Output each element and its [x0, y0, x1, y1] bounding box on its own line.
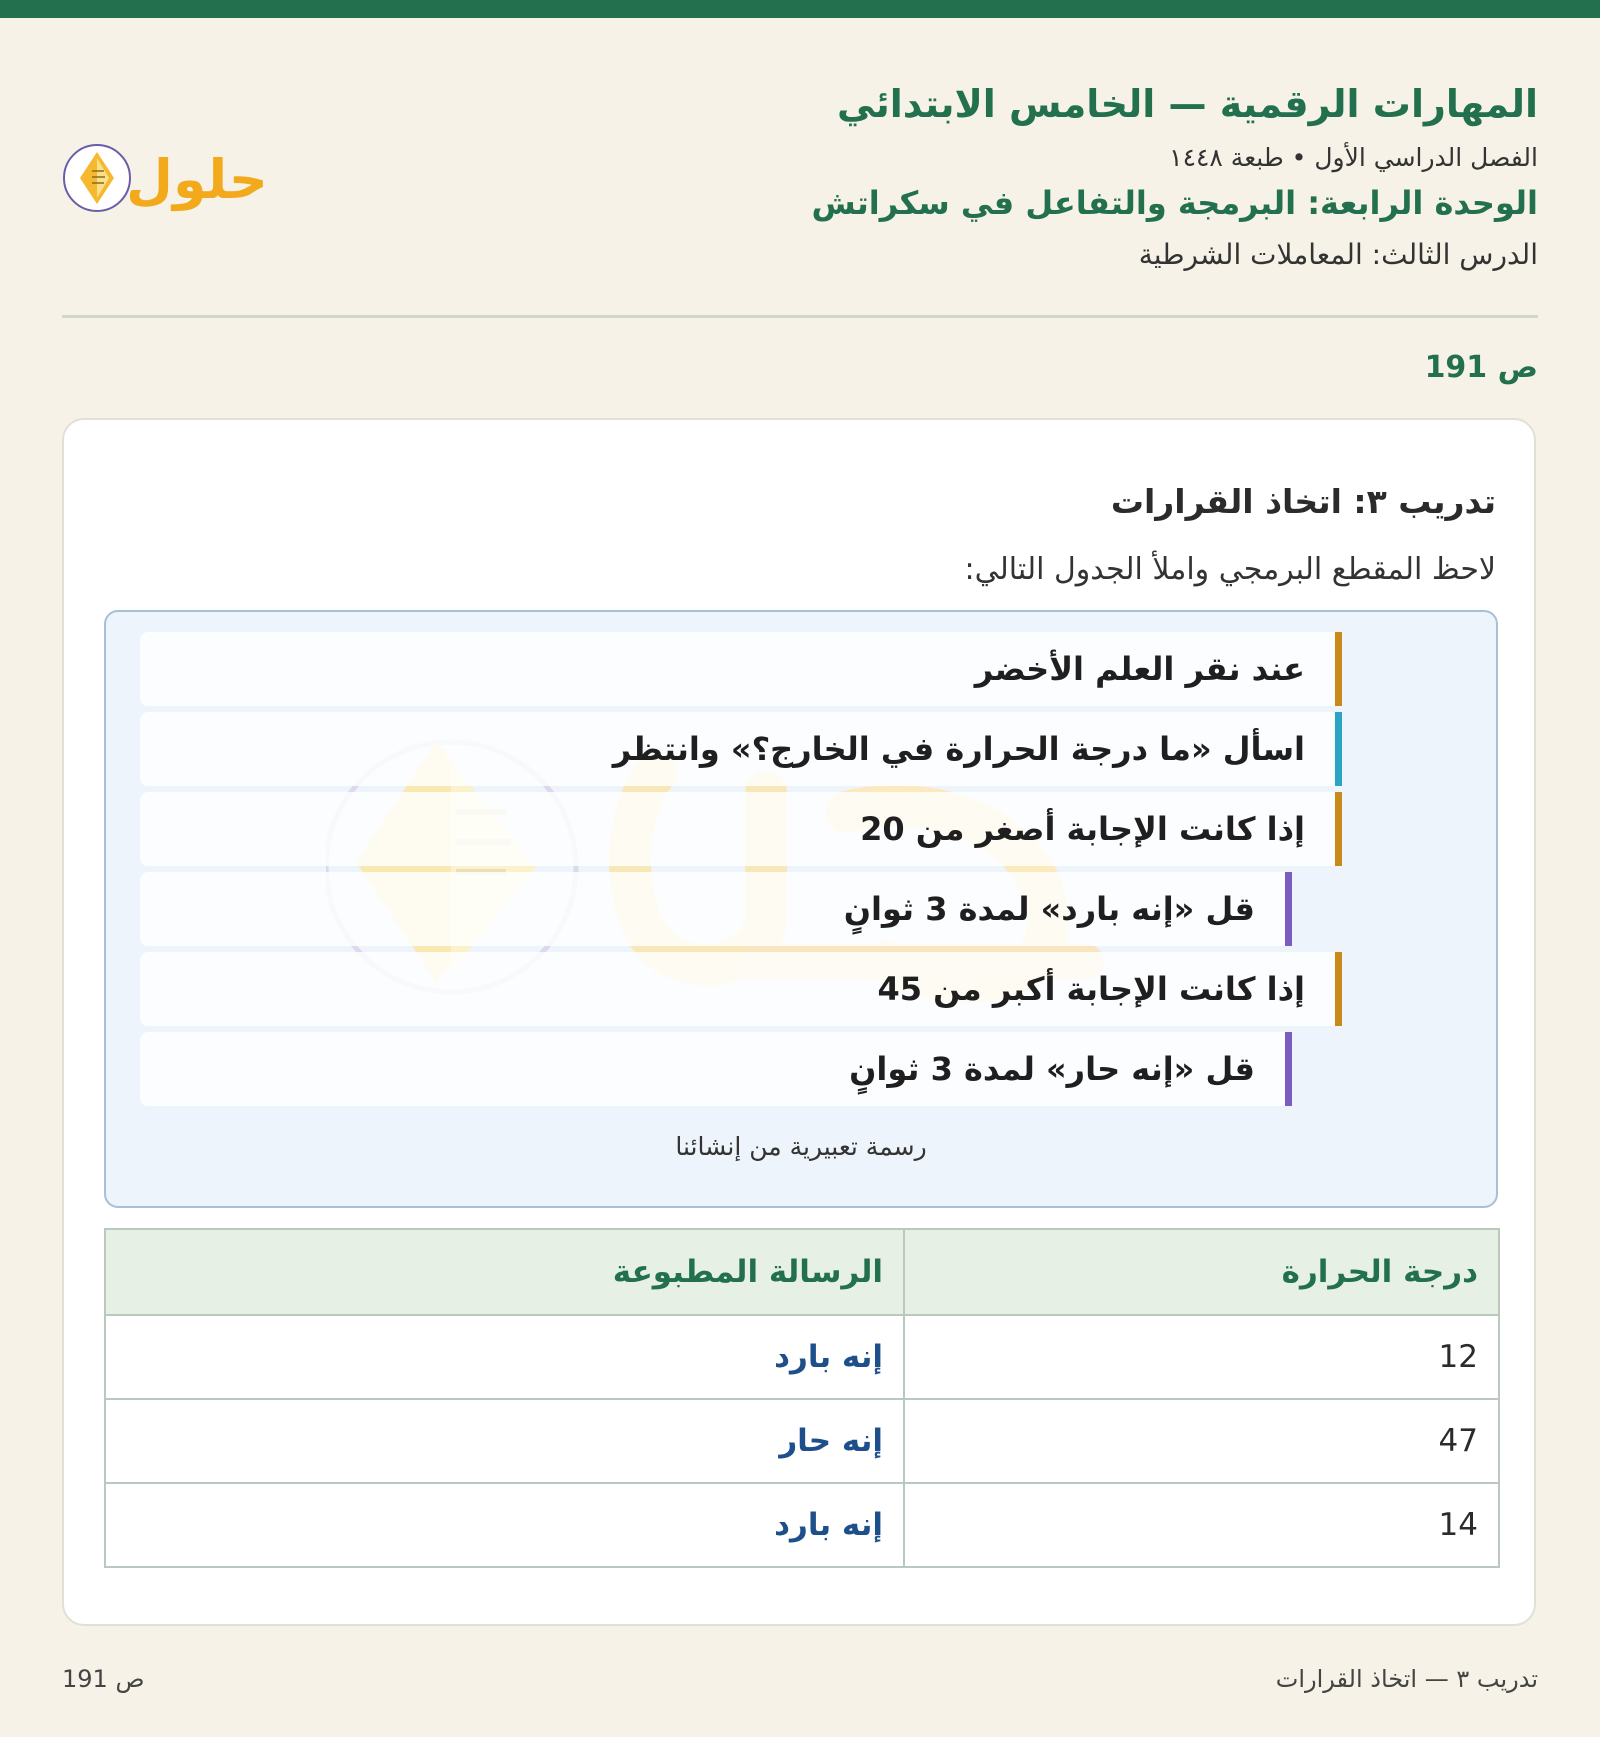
lesson-title: الدرس الثالث: المعاملات الشرطية	[1138, 238, 1538, 272]
footer-page-number: ص 191	[62, 1665, 145, 1693]
table-header-row	[105, 1229, 1499, 1315]
code-block-text: إذا كانت الإجابة أصغر من 20	[860, 810, 1305, 848]
code-block-if-greater-45	[140, 952, 1342, 1026]
code-block-text: عند نقر العلم الأخضر	[974, 650, 1305, 688]
header-titles	[812, 70, 1539, 271]
code-block-if-less-20	[140, 792, 1342, 866]
header-divider	[62, 315, 1538, 318]
code-block-green-flag	[140, 632, 1342, 706]
message-cell: إنه بارد	[105, 1315, 904, 1399]
table-row	[105, 1399, 1499, 1483]
hulul-logo	[62, 138, 282, 218]
code-block-text: قل «إنه بارد» لمدة 3 ثوانٍ	[843, 890, 1255, 928]
code-block-ask-wait	[140, 712, 1342, 786]
temperature-cell: 47	[904, 1399, 1499, 1483]
table-row	[105, 1483, 1499, 1567]
message-cell: إنه بارد	[105, 1483, 904, 1567]
message-cell: إنه حار	[105, 1399, 904, 1483]
top-accent-bar	[0, 0, 1600, 18]
code-caption: رسمة تعبيرية من إنشائنا	[675, 1132, 927, 1161]
answers-table	[104, 1228, 1500, 1568]
code-block-text: إذا كانت الإجابة أكبر من 45	[877, 970, 1305, 1008]
unit-title: الوحدة الرابعة: البرمجة والتفاعل في سكراتش	[811, 184, 1538, 223]
code-block-text: اسأل «ما درجة الحرارة في الخارج؟» وانتظر	[612, 730, 1305, 768]
term-line: الفصل الدراسي الأول • طبعة ١٤٤٨	[1169, 143, 1538, 173]
table-row	[105, 1315, 1499, 1399]
scratch-code-box	[104, 610, 1498, 1208]
book-title: المهارات الرقمية — الخامس الابتدائي	[837, 82, 1538, 126]
logo-text: حلول	[126, 148, 268, 211]
temperature-cell: 14	[904, 1483, 1499, 1567]
exercise-card	[62, 418, 1536, 1626]
header-printed-message: الرسالة المطبوعة	[105, 1229, 904, 1315]
header-temperature: درجة الحرارة	[904, 1229, 1499, 1315]
code-block-say-hot	[140, 1032, 1292, 1106]
exercise-instruction: لاحظ المقطع البرمجي واملأ الجدول التالي:	[964, 552, 1496, 587]
code-block-say-cold	[140, 872, 1292, 946]
page-header	[62, 70, 1538, 300]
exercise-title: تدريب ٣: اتخاذ القرارات	[1110, 482, 1496, 521]
footer-exercise-label: تدريب ٣ — اتخاذ القرارات	[1275, 1665, 1538, 1693]
page-reference: ص 191	[1424, 350, 1538, 385]
code-block-text: قل «إنه حار» لمدة 3 ثوانٍ	[849, 1050, 1255, 1088]
temperature-cell: 12	[904, 1315, 1499, 1399]
